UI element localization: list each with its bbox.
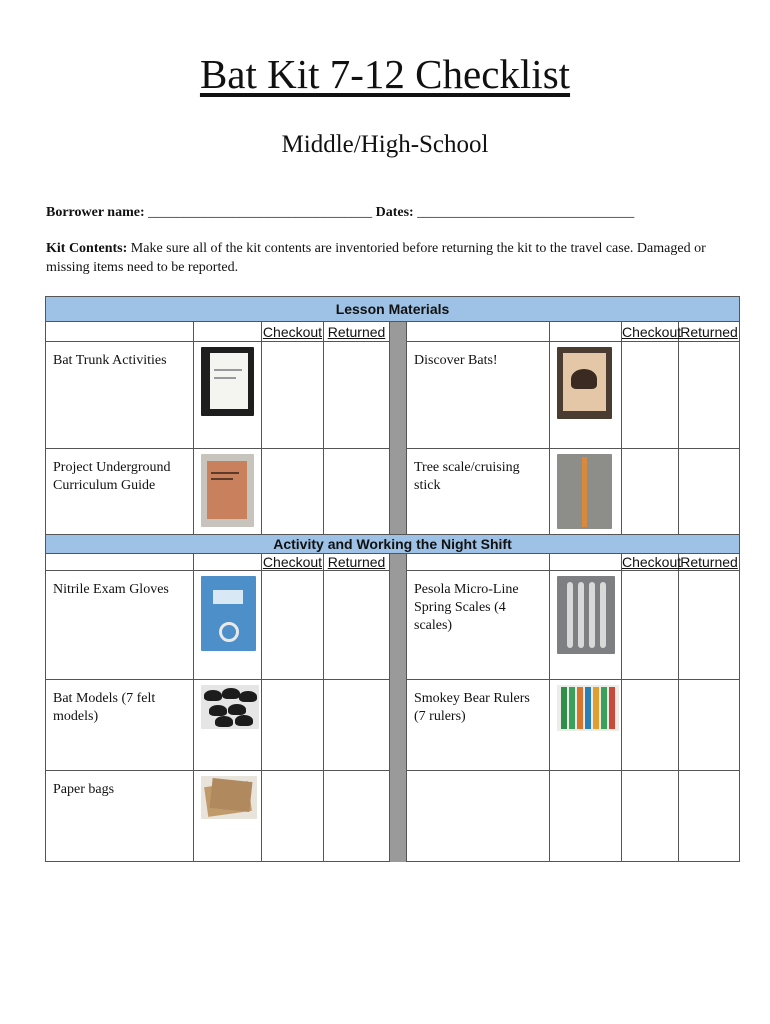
paper-bags-photo-icon xyxy=(201,776,257,819)
checkout-header: Checkout xyxy=(622,323,682,340)
checkout-checkbox[interactable] xyxy=(622,342,679,449)
page-title: Bat Kit 7-12 Checklist xyxy=(199,51,571,97)
bat-models-photo-icon xyxy=(201,685,259,729)
item-name: Paper bags xyxy=(46,771,194,862)
section-title: Lesson Materials xyxy=(46,297,740,322)
returned-checkbox[interactable] xyxy=(679,571,740,680)
dates-field[interactable]: _______________________________ xyxy=(417,205,635,220)
returned-checkbox[interactable] xyxy=(679,449,740,535)
checkout-checkbox[interactable] xyxy=(262,342,324,449)
returned-checkbox[interactable] xyxy=(679,342,740,449)
item-name: Pesola Micro-Line Spring Scales (4 scales) xyxy=(407,571,550,680)
dates-label: Dates: xyxy=(375,205,414,220)
section-title: Activity and Working the Night Shift xyxy=(46,535,740,554)
returned-header: Returned xyxy=(324,322,390,342)
column-divider xyxy=(390,554,407,862)
book-photo-icon xyxy=(557,347,612,419)
checkout-checkbox[interactable] xyxy=(262,571,324,680)
returned-header: Returned xyxy=(324,554,390,571)
returned-checkbox[interactable] xyxy=(324,449,390,535)
item-name: Project Underground Curriculum Guide xyxy=(46,449,194,535)
borrower-line xyxy=(46,205,634,221)
borrower-name-label: Borrower name: xyxy=(46,205,145,220)
checkout-checkbox[interactable] xyxy=(262,771,324,862)
returned-header: Returned xyxy=(680,323,738,340)
item-name xyxy=(407,771,550,862)
page-subtitle: Middle/High-School xyxy=(281,131,489,158)
checkout-header: Checkout xyxy=(262,554,323,570)
section-header-row xyxy=(46,297,740,322)
kit-contents-note xyxy=(46,239,736,277)
returned-checkbox[interactable] xyxy=(679,680,740,771)
returned-header: Returned xyxy=(680,554,738,570)
kit-contents-label: Kit Contents: xyxy=(46,241,128,256)
checkout-header: Checkout xyxy=(262,323,323,340)
item-name: Tree scale/cruising stick xyxy=(407,449,550,535)
cruising-stick-photo-icon xyxy=(557,454,612,529)
item-name: Discover Bats! xyxy=(407,342,550,449)
item-name: Nitrile Exam Gloves xyxy=(46,571,194,680)
item-name: Bat Trunk Activities xyxy=(46,342,194,449)
gloves-photo-icon xyxy=(201,576,256,651)
checkout-checkbox[interactable] xyxy=(622,680,679,771)
checkout-checkbox[interactable] xyxy=(622,571,679,680)
returned-checkbox[interactable] xyxy=(324,342,390,449)
kit-contents-text: Make sure all of the kit contents are inventoried before returning the kit to the travel case. Damaged or missing items need to be reported. xyxy=(46,241,706,275)
returned-checkbox[interactable] xyxy=(324,680,390,771)
column-header-row xyxy=(46,554,740,571)
checkout-checkbox[interactable] xyxy=(622,771,679,862)
checkout-checkbox[interactable] xyxy=(622,449,679,535)
spring-scales-photo-icon xyxy=(557,576,615,654)
rulers-photo-icon xyxy=(557,685,619,731)
binder-photo-icon xyxy=(201,347,254,416)
checkout-checkbox[interactable] xyxy=(262,680,324,771)
item-name: Smokey Bear Rulers (7 rulers) xyxy=(407,680,550,771)
returned-checkbox[interactable] xyxy=(679,771,740,862)
borrower-name-field[interactable]: ________________________________ xyxy=(148,205,373,220)
section-header-row xyxy=(46,535,740,554)
column-divider xyxy=(390,322,407,535)
checkout-checkbox[interactable] xyxy=(262,449,324,535)
returned-checkbox[interactable] xyxy=(324,771,390,862)
checkout-header: Checkout xyxy=(622,554,682,570)
curriculum-guide-photo-icon xyxy=(201,454,254,527)
returned-checkbox[interactable] xyxy=(324,571,390,680)
column-header-row xyxy=(46,322,740,342)
checklist-table xyxy=(45,296,740,862)
item-name: Bat Models (7 felt models) xyxy=(46,680,194,771)
